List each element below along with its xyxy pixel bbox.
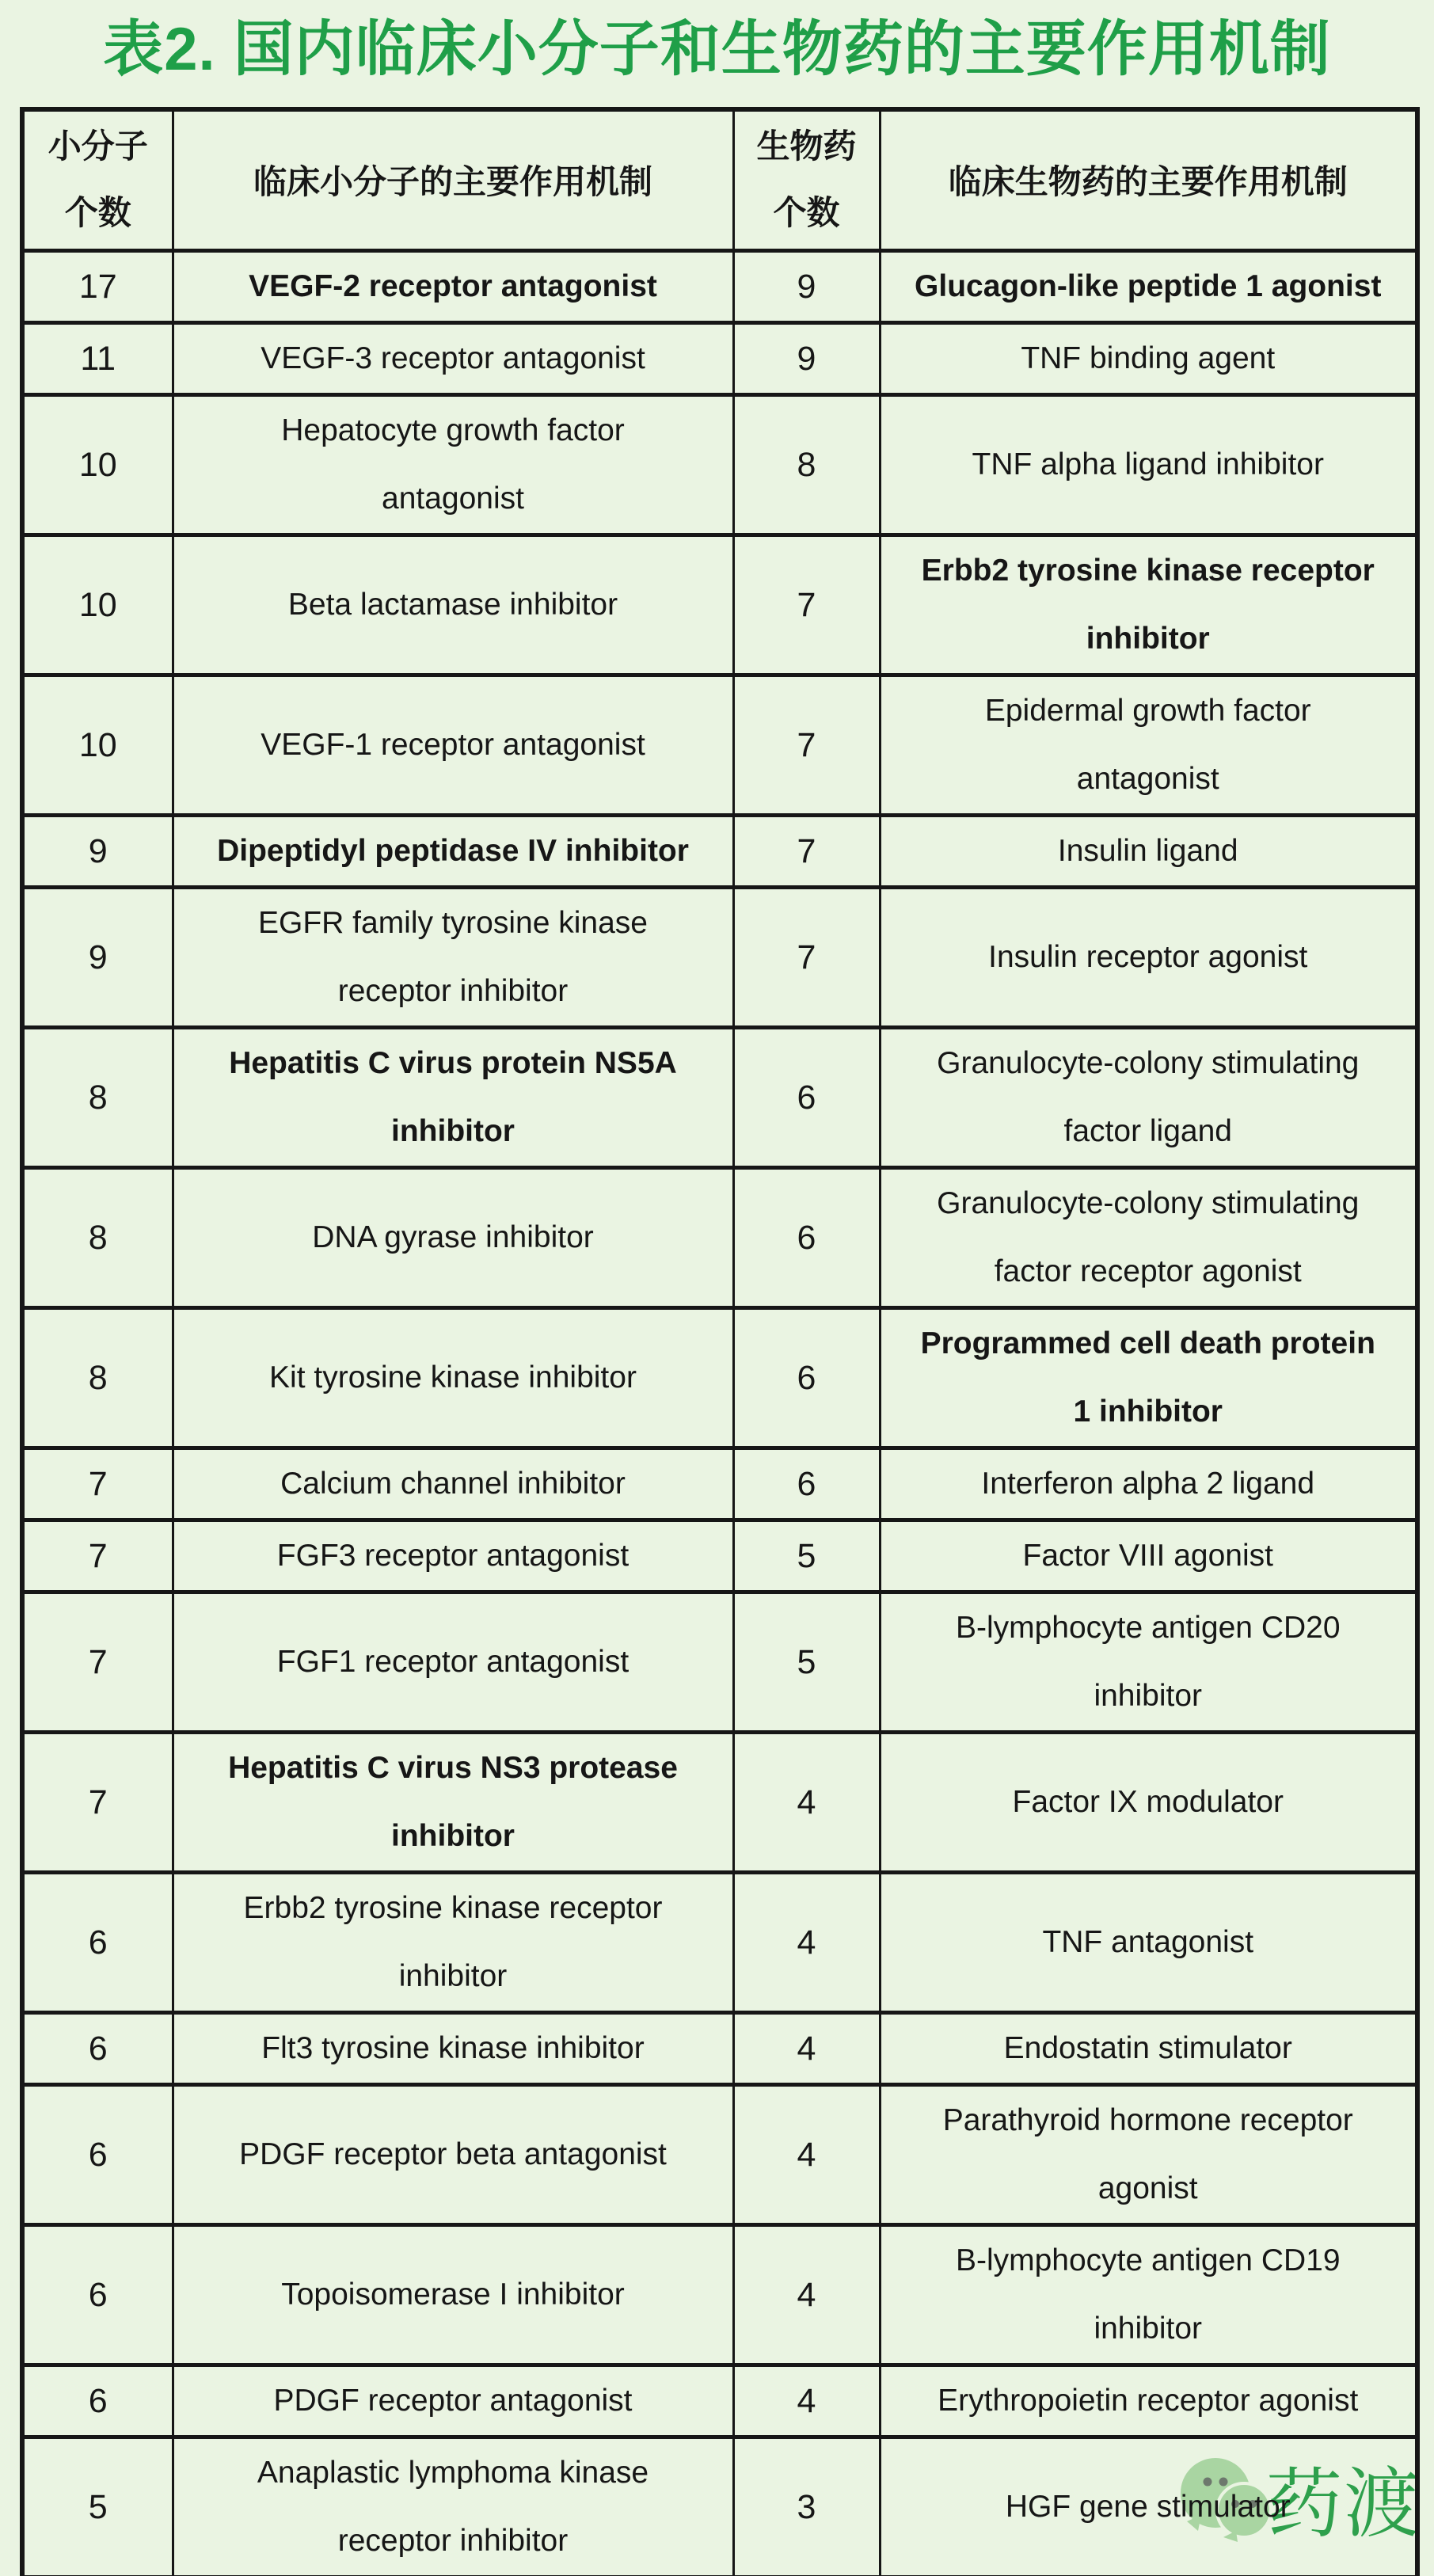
- table-row: [22, 1448, 1417, 1520]
- table-row: [22, 394, 1417, 535]
- header-row: [22, 109, 1417, 250]
- table-row: [22, 1027, 1417, 1167]
- bio-count-cell: 5: [733, 1520, 880, 1592]
- bio-mechanism-cell: Factor IX modulator: [880, 1732, 1417, 1872]
- bio-mechanism-cell: Insulin receptor agonist: [880, 887, 1417, 1027]
- sm-count-cell: 7: [22, 1592, 173, 1732]
- sm-count-cell: 8: [22, 1307, 173, 1448]
- bio-count-cell: 4: [733, 1732, 880, 1872]
- sm-mechanism-cell: Erbb2 tyrosine kinase receptor inhibitor: [173, 1872, 733, 2012]
- bio-count-cell: 4: [733, 2224, 880, 2365]
- table-row: [22, 815, 1417, 887]
- sm-count-cell: 6: [22, 1872, 173, 2012]
- bio-count-cell: 6: [733, 1307, 880, 1448]
- bio-mechanism-cell: Programmed cell death protein 1 inhibitor: [880, 1307, 1417, 1448]
- bio-mechanism-cell: B-lymphocyte antigen CD19 inhibitor: [880, 2224, 1417, 2365]
- table-row: [22, 2224, 1417, 2365]
- sm-count-cell: 6: [22, 2084, 173, 2224]
- sm-mechanism-cell: Hepatitis C virus NS3 protease inhibitor: [173, 1732, 733, 1872]
- bio-count-cell: 4: [733, 2365, 880, 2437]
- header-bio-mechanism: 临床生物药的主要作用机制: [880, 109, 1417, 250]
- bio-mechanism-cell: Erbb2 tyrosine kinase receptor inhibitor: [880, 535, 1417, 675]
- page-title: 表2. 国内临床小分子和生物药的主要作用机制: [103, 16, 1331, 83]
- sm-mechanism-cell: EGFR family tyrosine kinase receptor inhibitor: [173, 887, 733, 1027]
- bio-mechanism-cell: Interferon alpha 2 ligand: [880, 1448, 1417, 1520]
- bio-count-cell: 8: [733, 394, 880, 535]
- bio-mechanism-cell: Erythropoietin receptor agonist: [880, 2365, 1417, 2437]
- sm-count-cell: 6: [22, 2012, 173, 2084]
- sm-count-cell: 10: [22, 675, 173, 815]
- sm-mechanism-cell: VEGF-2 receptor antagonist: [173, 250, 733, 322]
- sm-mechanism-cell: VEGF-1 receptor antagonist: [173, 675, 733, 815]
- table-row: [22, 2084, 1417, 2224]
- sm-count-cell: 9: [22, 815, 173, 887]
- bio-count-cell: 7: [733, 675, 880, 815]
- table-row: [22, 887, 1417, 1027]
- bio-mechanism-cell: Granulocyte-colony stimulating factor receptor agonist: [880, 1167, 1417, 1307]
- mechanism-table: [20, 107, 1420, 2576]
- sm-mechanism-cell: DNA gyrase inhibitor: [173, 1167, 733, 1307]
- sm-count-cell: 8: [22, 1027, 173, 1167]
- sm-mechanism-cell: FGF1 receptor antagonist: [173, 1592, 733, 1732]
- sm-mechanism-cell: Topoisomerase I inhibitor: [173, 2224, 733, 2365]
- header-sm-count-line2: 个数: [64, 194, 131, 232]
- header-bio-count-line1: 生物药: [756, 127, 857, 166]
- sm-count-cell: 7: [22, 1448, 173, 1520]
- bio-count-cell: 3: [733, 2437, 880, 2576]
- bio-count-cell: 5: [733, 1592, 880, 1732]
- header-bio-count-line2: 个数: [773, 194, 840, 232]
- bio-mechanism-cell: Glucagon-like peptide 1 agonist: [880, 250, 1417, 322]
- bio-mechanism-cell: Granulocyte-colony stimulating factor ligand: [880, 1027, 1417, 1167]
- bio-mechanism-cell: HGF gene stimulator: [880, 2437, 1417, 2576]
- table-row: [22, 535, 1417, 675]
- bio-count-cell: 6: [733, 1167, 880, 1307]
- bio-mechanism-cell: B-lymphocyte antigen CD20 inhibitor: [880, 1592, 1417, 1732]
- bio-mechanism-cell: TNF alpha ligand inhibitor: [880, 394, 1417, 535]
- sm-mechanism-cell: Anaplastic lymphoma kinase receptor inhibitor: [173, 2437, 733, 2576]
- sm-mechanism-cell: Kit tyrosine kinase inhibitor: [173, 1307, 733, 1448]
- bio-count-cell: 7: [733, 535, 880, 675]
- header-sm-count-line1: 小分子: [48, 127, 148, 166]
- sm-mechanism-cell: PDGF receptor beta antagonist: [173, 2084, 733, 2224]
- table-row: [22, 1732, 1417, 1872]
- sm-mechanism-cell: Flt3 tyrosine kinase inhibitor: [173, 2012, 733, 2084]
- table-row: [22, 322, 1417, 394]
- table-row: [22, 2365, 1417, 2437]
- bio-count-cell: 4: [733, 2084, 880, 2224]
- bio-count-cell: 9: [733, 250, 880, 322]
- bio-count-cell: 4: [733, 1872, 880, 2012]
- sm-count-cell: 6: [22, 2365, 173, 2437]
- sm-mechanism-cell: Calcium channel inhibitor: [173, 1448, 733, 1520]
- bio-mechanism-cell: Factor VIII agonist: [880, 1520, 1417, 1592]
- sm-count-cell: 10: [22, 394, 173, 535]
- header-bio-count: [733, 109, 880, 250]
- table-row: [22, 1520, 1417, 1592]
- sm-count-cell: 17: [22, 250, 173, 322]
- table-row: [22, 1167, 1417, 1307]
- header-sm-mechanism: 临床小分子的主要作用机制: [173, 109, 733, 250]
- table-row: [22, 1307, 1417, 1448]
- sm-count-cell: 5: [22, 2437, 173, 2576]
- bio-count-cell: 6: [733, 1027, 880, 1167]
- sm-count-cell: 7: [22, 1732, 173, 1872]
- sm-mechanism-cell: Dipeptidyl peptidase IV inhibitor: [173, 815, 733, 887]
- bio-count-cell: 6: [733, 1448, 880, 1520]
- sm-mechanism-cell: FGF3 receptor antagonist: [173, 1520, 733, 1592]
- sm-count-cell: 8: [22, 1167, 173, 1307]
- bio-mechanism-cell: Parathyroid hormone receptor agonist: [880, 2084, 1417, 2224]
- table-row: [22, 2012, 1417, 2084]
- sm-count-cell: 6: [22, 2224, 173, 2365]
- sm-mechanism-cell: PDGF receptor antagonist: [173, 2365, 733, 2437]
- bio-count-cell: 9: [733, 322, 880, 394]
- table-header: [22, 109, 1417, 250]
- bio-mechanism-cell: TNF antagonist: [880, 1872, 1417, 2012]
- bio-count-cell: 4: [733, 2012, 880, 2084]
- yaodu-brand-text: 药渡: [1266, 2462, 1421, 2547]
- bio-mechanism-cell: Insulin ligand: [880, 815, 1417, 887]
- bio-mechanism-cell: TNF binding agent: [880, 322, 1417, 394]
- sm-mechanism-cell: VEGF-3 receptor antagonist: [173, 322, 733, 394]
- sm-count-cell: 9: [22, 887, 173, 1027]
- sm-count-cell: 11: [22, 322, 173, 394]
- sm-count-cell: 10: [22, 535, 173, 675]
- bio-count-cell: 7: [733, 887, 880, 1027]
- bio-mechanism-cell: Epidermal growth factor antagonist: [880, 675, 1417, 815]
- table-row: [22, 1872, 1417, 2012]
- header-sm-count: [22, 109, 173, 250]
- sm-mechanism-cell: Beta lactamase inhibitor: [173, 535, 733, 675]
- sm-mechanism-cell: Hepatocyte growth factor antagonist: [173, 394, 733, 535]
- sm-mechanism-cell: Hepatitis C virus protein NS5A inhibitor: [173, 1027, 733, 1167]
- sm-count-cell: 7: [22, 1520, 173, 1592]
- table-body: [22, 250, 1417, 2576]
- table-row: [22, 250, 1417, 322]
- table-row: [22, 1592, 1417, 1732]
- table-row: [22, 675, 1417, 815]
- bio-mechanism-cell: Endostatin stimulator: [880, 2012, 1417, 2084]
- bio-count-cell: 7: [733, 815, 880, 887]
- table-row: [22, 2437, 1417, 2576]
